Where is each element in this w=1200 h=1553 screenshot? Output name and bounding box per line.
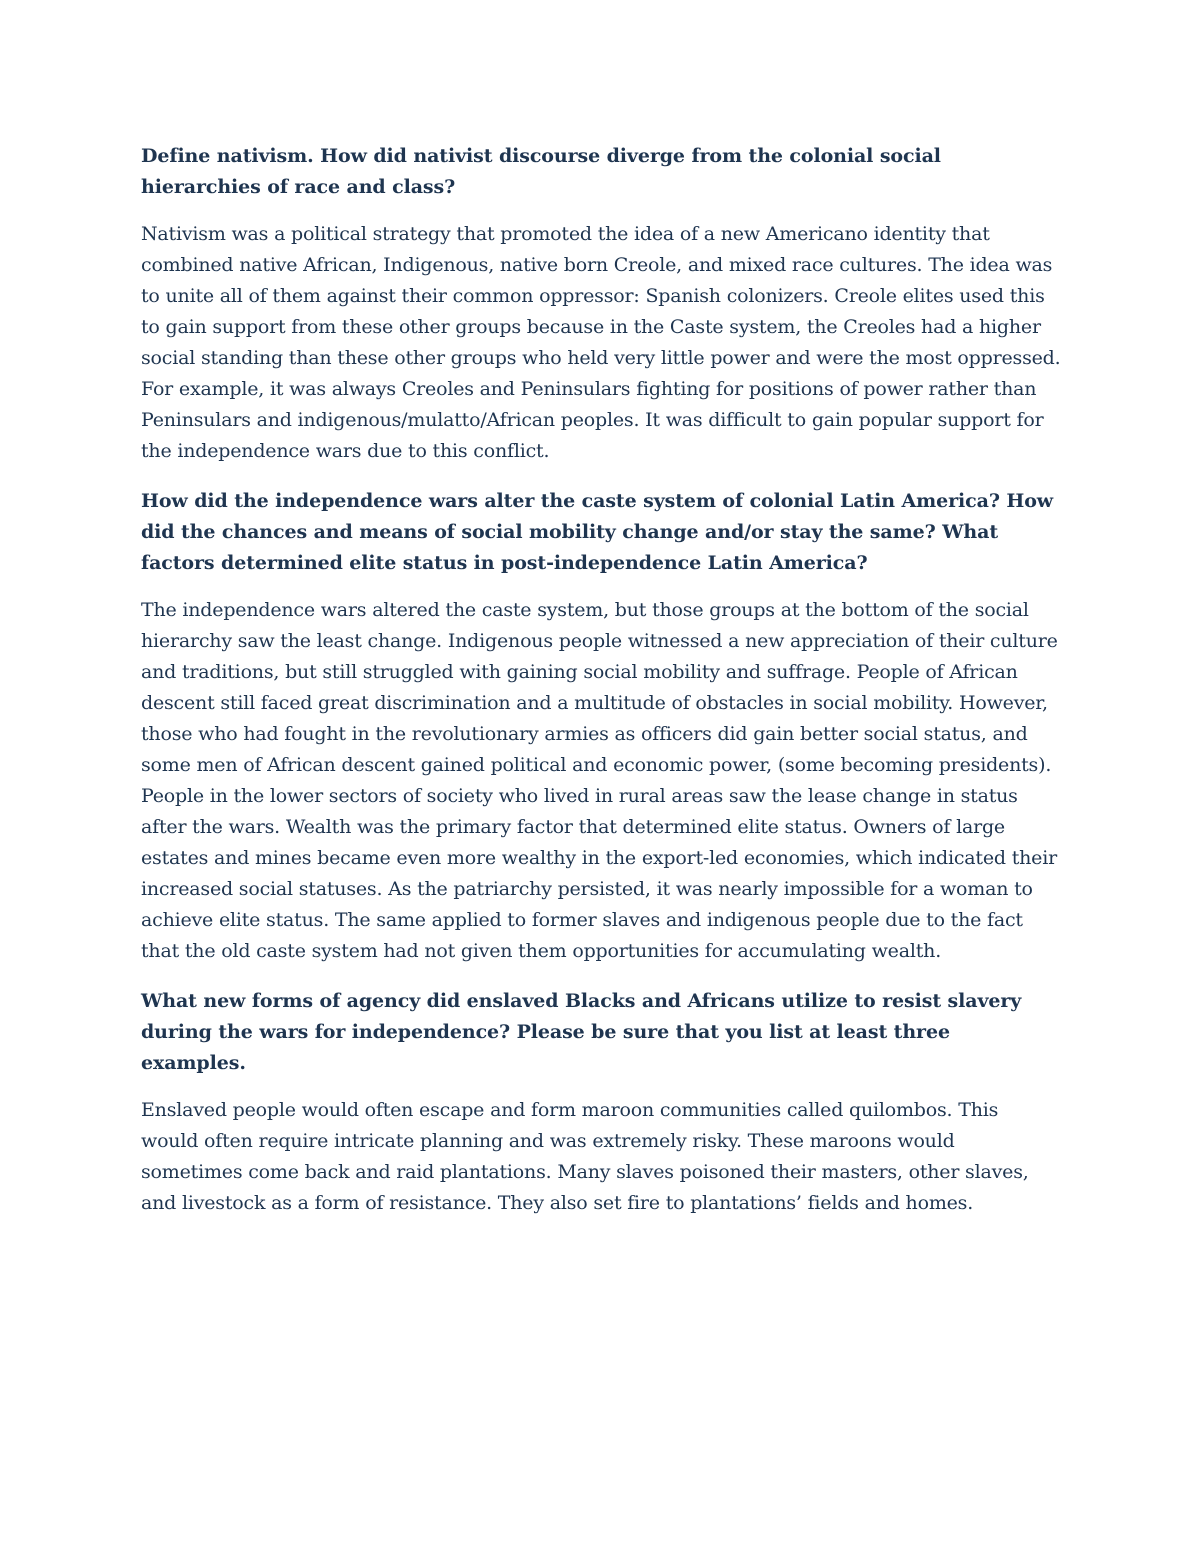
question-heading-1: Define nativism. How did nativist discourse diverge from the colonial social hierarchies of race and class? xyxy=(141,145,941,198)
answer-paragraph-1: Nativism was a political strategy that promoted the idea of a new Americano identity that combined native African, Indigenous, native born Creole, and mixed race cultures. The idea was to unite all of them against their common oppressor: Spanish colonizers. Creole elites used this to gain support from these other groups because in the Caste system, the Creoles had a higher social standing than these other groups who held very little power and were the most oppressed. For example, it was always Creoles and Peninsulars fighting for positions of power rather than Peninsulars and indigenous/mulatto/African peoples. It was difficult to gain popular support for the independence wars due to this conflict. xyxy=(141,223,1061,462)
question-heading-3: What new forms of agency did enslaved Blacks and Africans utilize to resist slavery during the wars for independence? Please be sure that you list at least three examples. xyxy=(141,990,1022,1074)
answer-paragraph-3: Enslaved people would often escape and form maroon communities called quilombos. This would often require intricate planning and was extremely risky. These maroons would sometimes come back and raid plantations. Many slaves poisoned their masters, other slaves, and livestock as a form of resistance. They also set fire to plantations’ fields and homes. xyxy=(141,1099,1029,1214)
question-heading-2: How did the independence wars alter the caste system of colonial Latin America? How did the chances and means of social mobility change and/or stay the same? What factors determined elite status in post-independence Latin America? xyxy=(141,490,1054,574)
answer-paragraph-2: The independence wars altered the caste system, but those groups at the bottom of the social hierarchy saw the least change. Indigenous people witnessed a new appreciation of their culture and traditions, but still struggled with gaining social mobility and suffrage. People of African descent still faced great discrimination and a multitude of obstacles in social mobility. However, those who had fought in the revolutionary armies as officers did gain better social status, and some men of African descent gained political and economic power, (some becoming presidents). People in the lower sectors of society who lived in rural areas saw the lease change in status after the wars. Wealth was the primary factor that determined elite status. Owners of large estates and mines became even more wealthy in the export-led economies, which indicated their increased social statuses. As the patriarchy persisted, it was nearly impossible for a woman to achieve elite status. The same applied to former slaves and indigenous people due to the fact that the old caste system had not given them opportunities for accumulating wealth. xyxy=(141,599,1058,962)
document-body xyxy=(141,141,1061,1238)
